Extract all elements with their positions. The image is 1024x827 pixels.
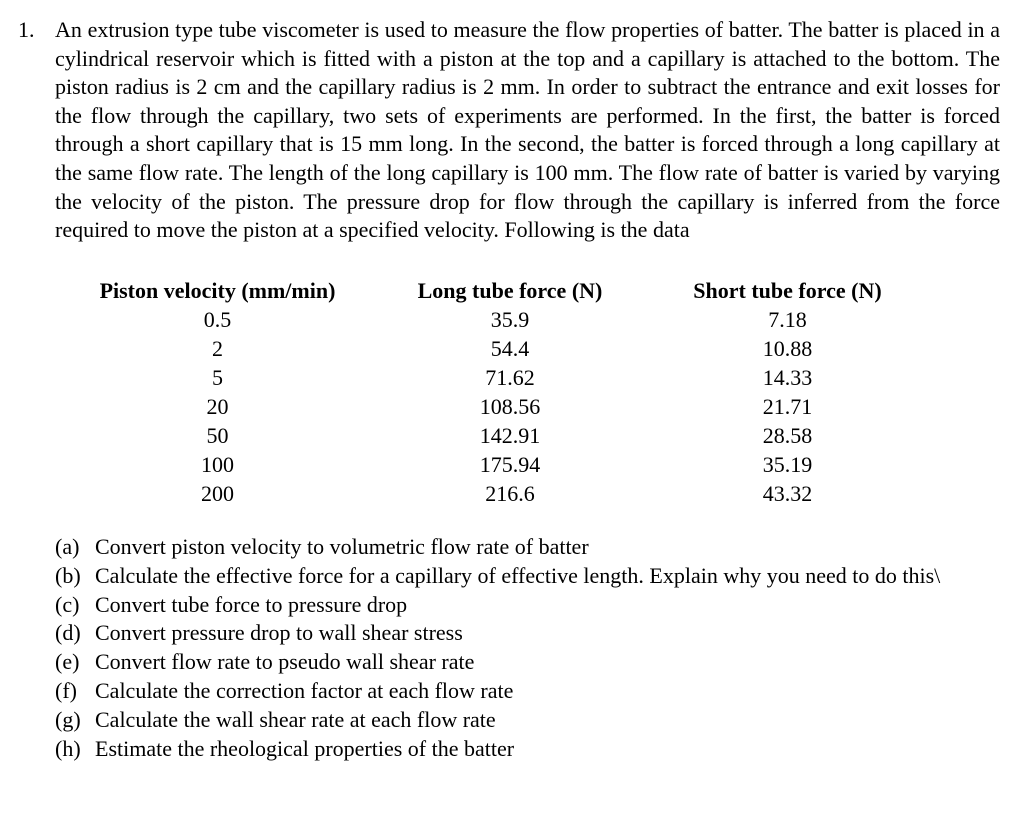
table-cell: 14.33 (762, 364, 813, 390)
table-cell: 50 (206, 422, 229, 448)
column-header-short-tube-force: Short tube force (N) (693, 277, 882, 303)
table-row (75, 392, 915, 421)
problem-body (55, 16, 1000, 245)
list-item-f (55, 677, 1007, 706)
sub-question-list (55, 533, 1007, 764)
list-item-h (55, 735, 1007, 764)
table-cell: 54.4 (490, 335, 530, 361)
table-cell: 200 (201, 480, 234, 506)
list-item-e (55, 648, 1007, 677)
question-text: Calculate the wall shear rate at each flow rate (95, 707, 496, 733)
list-item-c (55, 591, 1007, 620)
table-row (75, 305, 915, 334)
table-cell: 71.62 (485, 364, 535, 390)
question-label: (b) (55, 562, 81, 588)
question-text: Convert flow rate to pseudo wall shear rate (95, 649, 475, 675)
table-cell: 21.71 (762, 393, 813, 419)
table-cell: 35.19 (762, 451, 813, 477)
list-item-g (55, 706, 1007, 735)
table-cell: 10.88 (762, 335, 813, 361)
question-text: Convert piston velocity to volumetric flow rate of batter (95, 533, 589, 559)
question-label: (e) (55, 649, 80, 675)
table-row (75, 421, 915, 450)
table-row (75, 450, 915, 479)
table-cell: 0.5 (203, 306, 232, 332)
question-label: (h) (55, 736, 81, 762)
column-header-long-tube-force: Long tube force (N) (417, 277, 603, 303)
problem-1 (18, 16, 1024, 245)
flow-data-table (75, 276, 915, 508)
list-item-b (55, 562, 1007, 591)
table-row (75, 479, 915, 508)
table-header-row (75, 276, 915, 305)
column-header-piston-velocity: Piston velocity (mm/min) (99, 277, 336, 303)
problem-number: 1. (18, 17, 35, 42)
table-cell: 100 (201, 451, 234, 477)
table-cell: 20 (206, 393, 229, 419)
table-cell: 142.91 (479, 422, 541, 448)
problem-statement: An extrusion type tube viscometer is used to measure the flow properties of batter. The batter is placed in a cylindrical reservoir which is fitted with a piston at the top and a capillary is attached to the bottom. The piston radius is 2 cm and the capillary radius is 2 mm. In order to subtract the entrance and exit losses for the flow through the capillary, two sets of experiments are performed. In the first, the batter is forced through a short capillary that is 15 mm long. In the second, the batter is forced through a long capillary at the same flow rate. The length of the long capillary is 100 mm. The flow rate of batter is varied by varying the velocity of the piston. The pressure drop for flow through the capillary is inferred from the force required to move the piston at a specified velocity. Following is the data (55, 17, 1000, 243)
table-cell: 5 (212, 364, 223, 390)
table-cell: 7.18 (768, 306, 807, 332)
question-label: (d) (55, 620, 81, 646)
table-cell: 175.94 (479, 451, 541, 477)
list-item-d (55, 619, 1007, 648)
question-text: Convert tube force to pressure drop (95, 591, 408, 617)
table-cell: 2 (212, 335, 223, 361)
table-cell: 216.6 (485, 480, 535, 506)
table-cell: 108.56 (479, 393, 541, 419)
question-text: Convert pressure drop to wall shear stress (95, 620, 463, 646)
question-text: Calculate the correction factor at each flow rate (95, 678, 514, 704)
question-label: (a) (55, 533, 80, 559)
list-item-a (55, 533, 1007, 562)
table-row (75, 363, 915, 392)
table-cell: 43.32 (762, 480, 813, 506)
question-label: (f) (55, 678, 77, 704)
question-label: (g) (55, 707, 81, 733)
table-cell: 28.58 (762, 422, 813, 448)
table-cell: 35.9 (490, 306, 530, 332)
question-text: Calculate the effective force for a capillary of effective length. Explain why you need to do this\ (95, 562, 941, 588)
question-text: Estimate the rheological properties of the batter (95, 736, 515, 762)
table-row (75, 334, 915, 363)
question-label: (c) (55, 591, 80, 617)
